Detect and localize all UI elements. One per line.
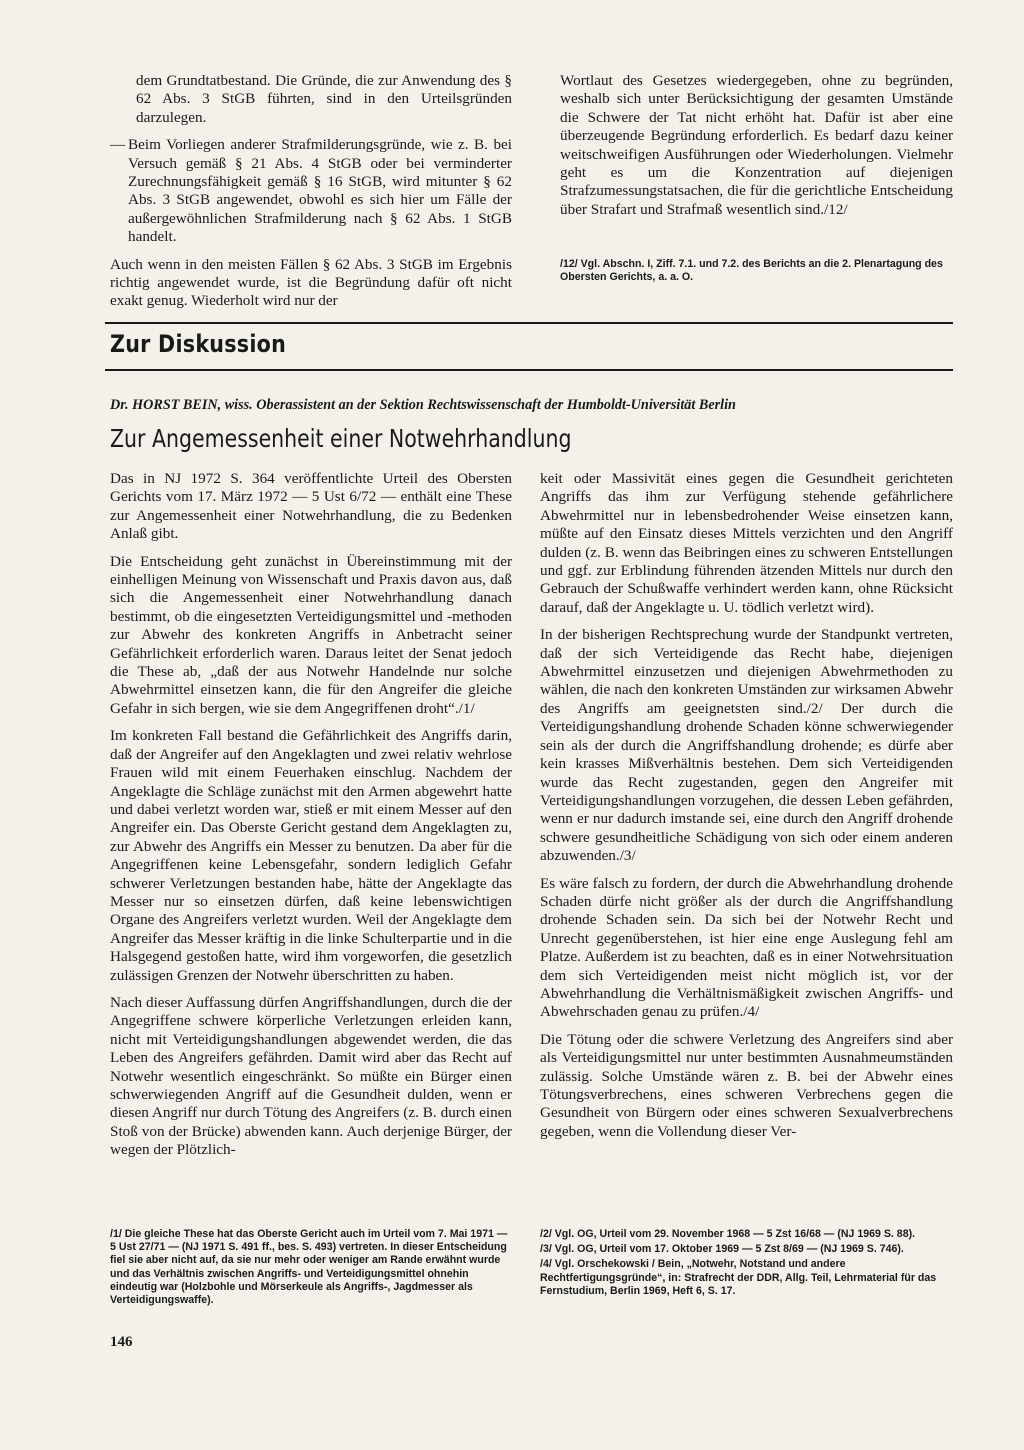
top-left-column <box>110 72 512 320</box>
footnote: /2/ Vgl. OG, Urteil vom 29. November 1968 — 5 Zst 16/68 — (NJ 1969 S. 88). <box>540 1228 916 1240</box>
paragraph: Es wäre falsch zu fordern, der durch die Abwehrhandlung drohende Schaden dürfe nicht größer als der durch die Angriffshandlung drohende Schaden sein. Da sich bei der Notwehr Recht und Unrecht gegenüberstehen, ist hier eine enge Auslegung fehl am Platze. Außerdem ist zu beachten, daß es in einer Notwehrsituation dem sich Verteidigenden meist nicht möglich ist, vor der Abwehrhandlung die Verhältnismäßigkeit zwischen Angriffs- und Abwehrschaden genau zu prüfen./4/ <box>540 874 953 1021</box>
section-rule-bottom <box>105 369 953 371</box>
section-heading: Zur Diskussion <box>110 330 287 358</box>
footnote: /3/ Vgl. OG, Urteil vom 17. Oktober 1969 — 5 Zst 8/69 — (NJ 1969 S. 746). <box>540 1243 904 1256</box>
article-title: Zur Angemessenheit einer Notwehrhandlung <box>110 424 572 453</box>
paragraph: Im konkreten Fall bestand die Gefährlichkeit des Angriffs darin, daß der Angreifer auf den Angeklagten und zwei relativ wehrlose Frauen wild mit einem Feuerhaken einschlug. Nachdem der Angeklagte die Schläge zunächst mit den Armen abgewehrt hatte und dabei verletzt worden war, stieß er mit einem Messer auf den Angreifer ein. Das Oberste Gericht gestand dem Angeklagten zu, zur Abwehr des Angriffs ein Messer zu benutzen. Da aber für die Angegriffenen keine Lebensgefahr, sondern lediglich Gefahr schwerer Verletzungen bestanden habe, hätte der Angeklagte das Messer nur so einsetzen dürfen, daß keine lebenswichtigen Organe des Angreifers verletzt wurden. Weil der Angeklagte dem Angreifer das Messer kräftig in die linke Schulterpartie und in die Halsgegend gestoßen hatte, wird ihm vorgeworfen, die gesetzlich zulässigen Grenzen der Notwehr überschritten zu haben. <box>110 727 512 984</box>
footnote: /4/ Vgl. Orschekowski / Bein, „Notwehr, Notstand und andere Rechtfertigungsgründe“, in: Strafrecht der DDR, Allg. Teil, Lehrmaterial für das Fernstudium, Berlin 1969, Heft 6, S. 17. <box>540 1258 937 1297</box>
footnotes-right <box>540 1228 953 1300</box>
footnote: /12/ Vgl. Abschn. I, Ziff. 7.1. und 7.2. des Berichts an die 2. Plenartagung des Obersten Gerichts, a. a. O. <box>560 258 943 284</box>
dash-item-text: Beim Vorliegen anderer Strafmilderungsgründe, wie z. B. bei Versuch gemäß § 21 Abs. 4 StGB oder bei verminderter Zurechnungsfähigkeit gemäß § 16 StGB, wird mitunter § 62 Abs. 3 StGB angewendet, obwohl es sich hier um Fälle der außergewöhnlichen Strafmilderung nach § 62 Abs. 1 StGB handelt. <box>128 136 512 246</box>
paragraph: Nach dieser Auffassung dürfen Angriffshandlungen, durch die der Angegriffene schwere körperliche Verletzungen erleiden kann, nicht mit Verteidigungshandlungen abgewendet werden, die das Leben des Angreifers gefährden. Damit wird aber das Recht auf Notwehr wesentlich eingeschränkt. So müßte ein Bürger einen schwerwiegenden Angriff auf die Gesundheit dulden, wenn er diesen Angriff nur durch Tötung des Angreifers (z. B. durch einen Stoß von der Brücke) abwenden kann. Auch derjenige Bürger, der wegen der Plötzlich- <box>110 993 512 1159</box>
author-byline: Dr. HORST BEIN, wiss. Oberassistent an der Sektion Rechtswissenschaft der Humboldt-Universität Berlin <box>110 397 736 413</box>
footnote: /1/ Die gleiche These hat das Oberste Gericht auch im Urteil vom 7. Mai 1971 — 5 Ust 27/71 — (NJ 1971 S. 491 ff., bes. S. 493) vertreten. In dieser Entscheidung fiel sie aber nicht auf, da sie nur mehr oder weniger am Rande erwähnt wurde und das Verhältnis zwischen Angriffs- und Verteidigungsmittel ohnehin eindeutig war (Holzbohle und Mörserkeule als Angriffs-, Jagdmesser als Verteidigungswaffe). <box>110 1228 508 1307</box>
paragraph: Die Tötung oder die schwere Verletzung des Angreifers sind aber als Verteidigungsmittel nur unter bestimmten Ausnahmeumständen zulässig. Solche Umstände wären z. B. bei der Abwehr eines Tötungsverbrechens, eines schweren Verbrechens gegen die Gesundheit von Bürgern oder eines schweren Sexualverbrechens gegeben, wenn die Vollendung dieser Ver- <box>540 1030 953 1140</box>
paragraph: keit oder Massivität eines gegen die Gesundheit gerichteten Angriffs das ihm zur Verfügung stehende gefährlichere Abwehrmittel nur in lebensbedrohender Weise einsetzen kann, müßte auf den Einsatz dieses Mittels verzichten und den Angriff dulden (z. B. wenn das Beibringen eines zu schweren Entstellungen und ggf. zur Erblindung führenden ätzenden Mittels nur durch den Gebrauch der Schußwaffe verhindert werden kann, ohne Rücksicht darauf, daß der Angeklagte u. U. tödlich verletzt wird). <box>540 470 953 616</box>
dash-list-item <box>110 136 512 246</box>
paragraph: Wortlaut des Gesetzes wiedergegeben, ohne zu begründen, weshalb sich unter Berücksichtigung der gesamten Umstände die Schwere der Tat nicht erhöht hat. Dafür ist aber eine überzeugende Begründung erforderlich. Es bedarf dazu keiner weitschweifigen Ausführungen oder Wiederholungen. Vielmehr geht es um die Konzentration auf diejenigen Strafzumessungstatsachen, die für die gerichtliche Entscheidung über Strafart und Strafmaß wesentlich sind./12/ <box>560 72 953 218</box>
paragraph: Auch wenn in den meisten Fällen § 62 Abs. 3 StGB im Ergebnis richtig angewendet wurde, ist die Begründung dafür oft nicht exakt genug. Wiederholt wird nur der <box>110 255 512 310</box>
paragraph: Die Entscheidung geht zunächst in Übereinstimmung mit der einhelligen Meinung von Wissenschaft und Praxis davon aus, daß sich die Angemessenheit einer Notwehrhandlung danach bestimmt, ob die eingesetzten Verteidigungsmittel und -methoden zur Abwehr des konkreten Angriffs in Anbetracht seiner Gefährlichkeit erforderlich waren. Daraus leitet der Senat jedoch die These ab, „daß der aus Notwehr Handelnde nur solche Abwehrmittel einsetzen kann, die für den Angreifer die gleiche Gefahr in sich bergen, wie sie dem Angegriffenen droht“./1/ <box>110 552 512 717</box>
page-number: 146 <box>110 1334 133 1350</box>
article-left-column <box>110 470 512 1169</box>
paragraph: Das in NJ 1972 S. 364 veröffentlichte Urteil des Obersten Gerichts vom 17. März 1972 — 5 Ust 6/72 — enthält eine These zur Angemessenheit einer Notwehrhandlung, die zu Bedenken Anlaß gibt. <box>110 470 512 543</box>
footnotes-left <box>110 1228 512 1309</box>
continued-paragraph: dem Grundtatbestand. Die Gründe, die zur Anwendung des § 62 Abs. 3 StGB führten, sind in den Urteilsgründen darzulegen. <box>136 72 512 126</box>
article-right-column <box>540 470 953 1150</box>
top-right-column <box>560 72 953 228</box>
dash-marker: — <box>110 136 126 154</box>
paragraph: In der bisherigen Rechtsprechung wurde der Standpunkt vertreten, daß der sich Verteidigende das Recht habe, diejenigen Abwehrmittel einzusetzen und diejenigen Abwehrmethoden zu wählen, die nach den konkreten Umständen zur wirksamen Abwehr des Angriffs am geeignetsten sind./2/ Der durch die Verteidigungshandlung drohende Schaden könne schwerwiegender sein als der durch die Angriffshandlung drohende; es dürfe aber kein krasses Mißverhältnis bestehen. Dem sich Verteidigenden wurde das Recht zugestanden, gegen den Angreifer mit Verteidigungshandlungen vorzugehen, die dessen Leben gefährden, wenn er nur dadurch imstande sei, eine durch den Angriff drohende schwere gesundheitliche Schädigung von sich oder einem anderen abzuwenden./3/ <box>540 626 953 865</box>
footnote-12 <box>560 258 953 286</box>
section-rule-top <box>105 322 953 324</box>
